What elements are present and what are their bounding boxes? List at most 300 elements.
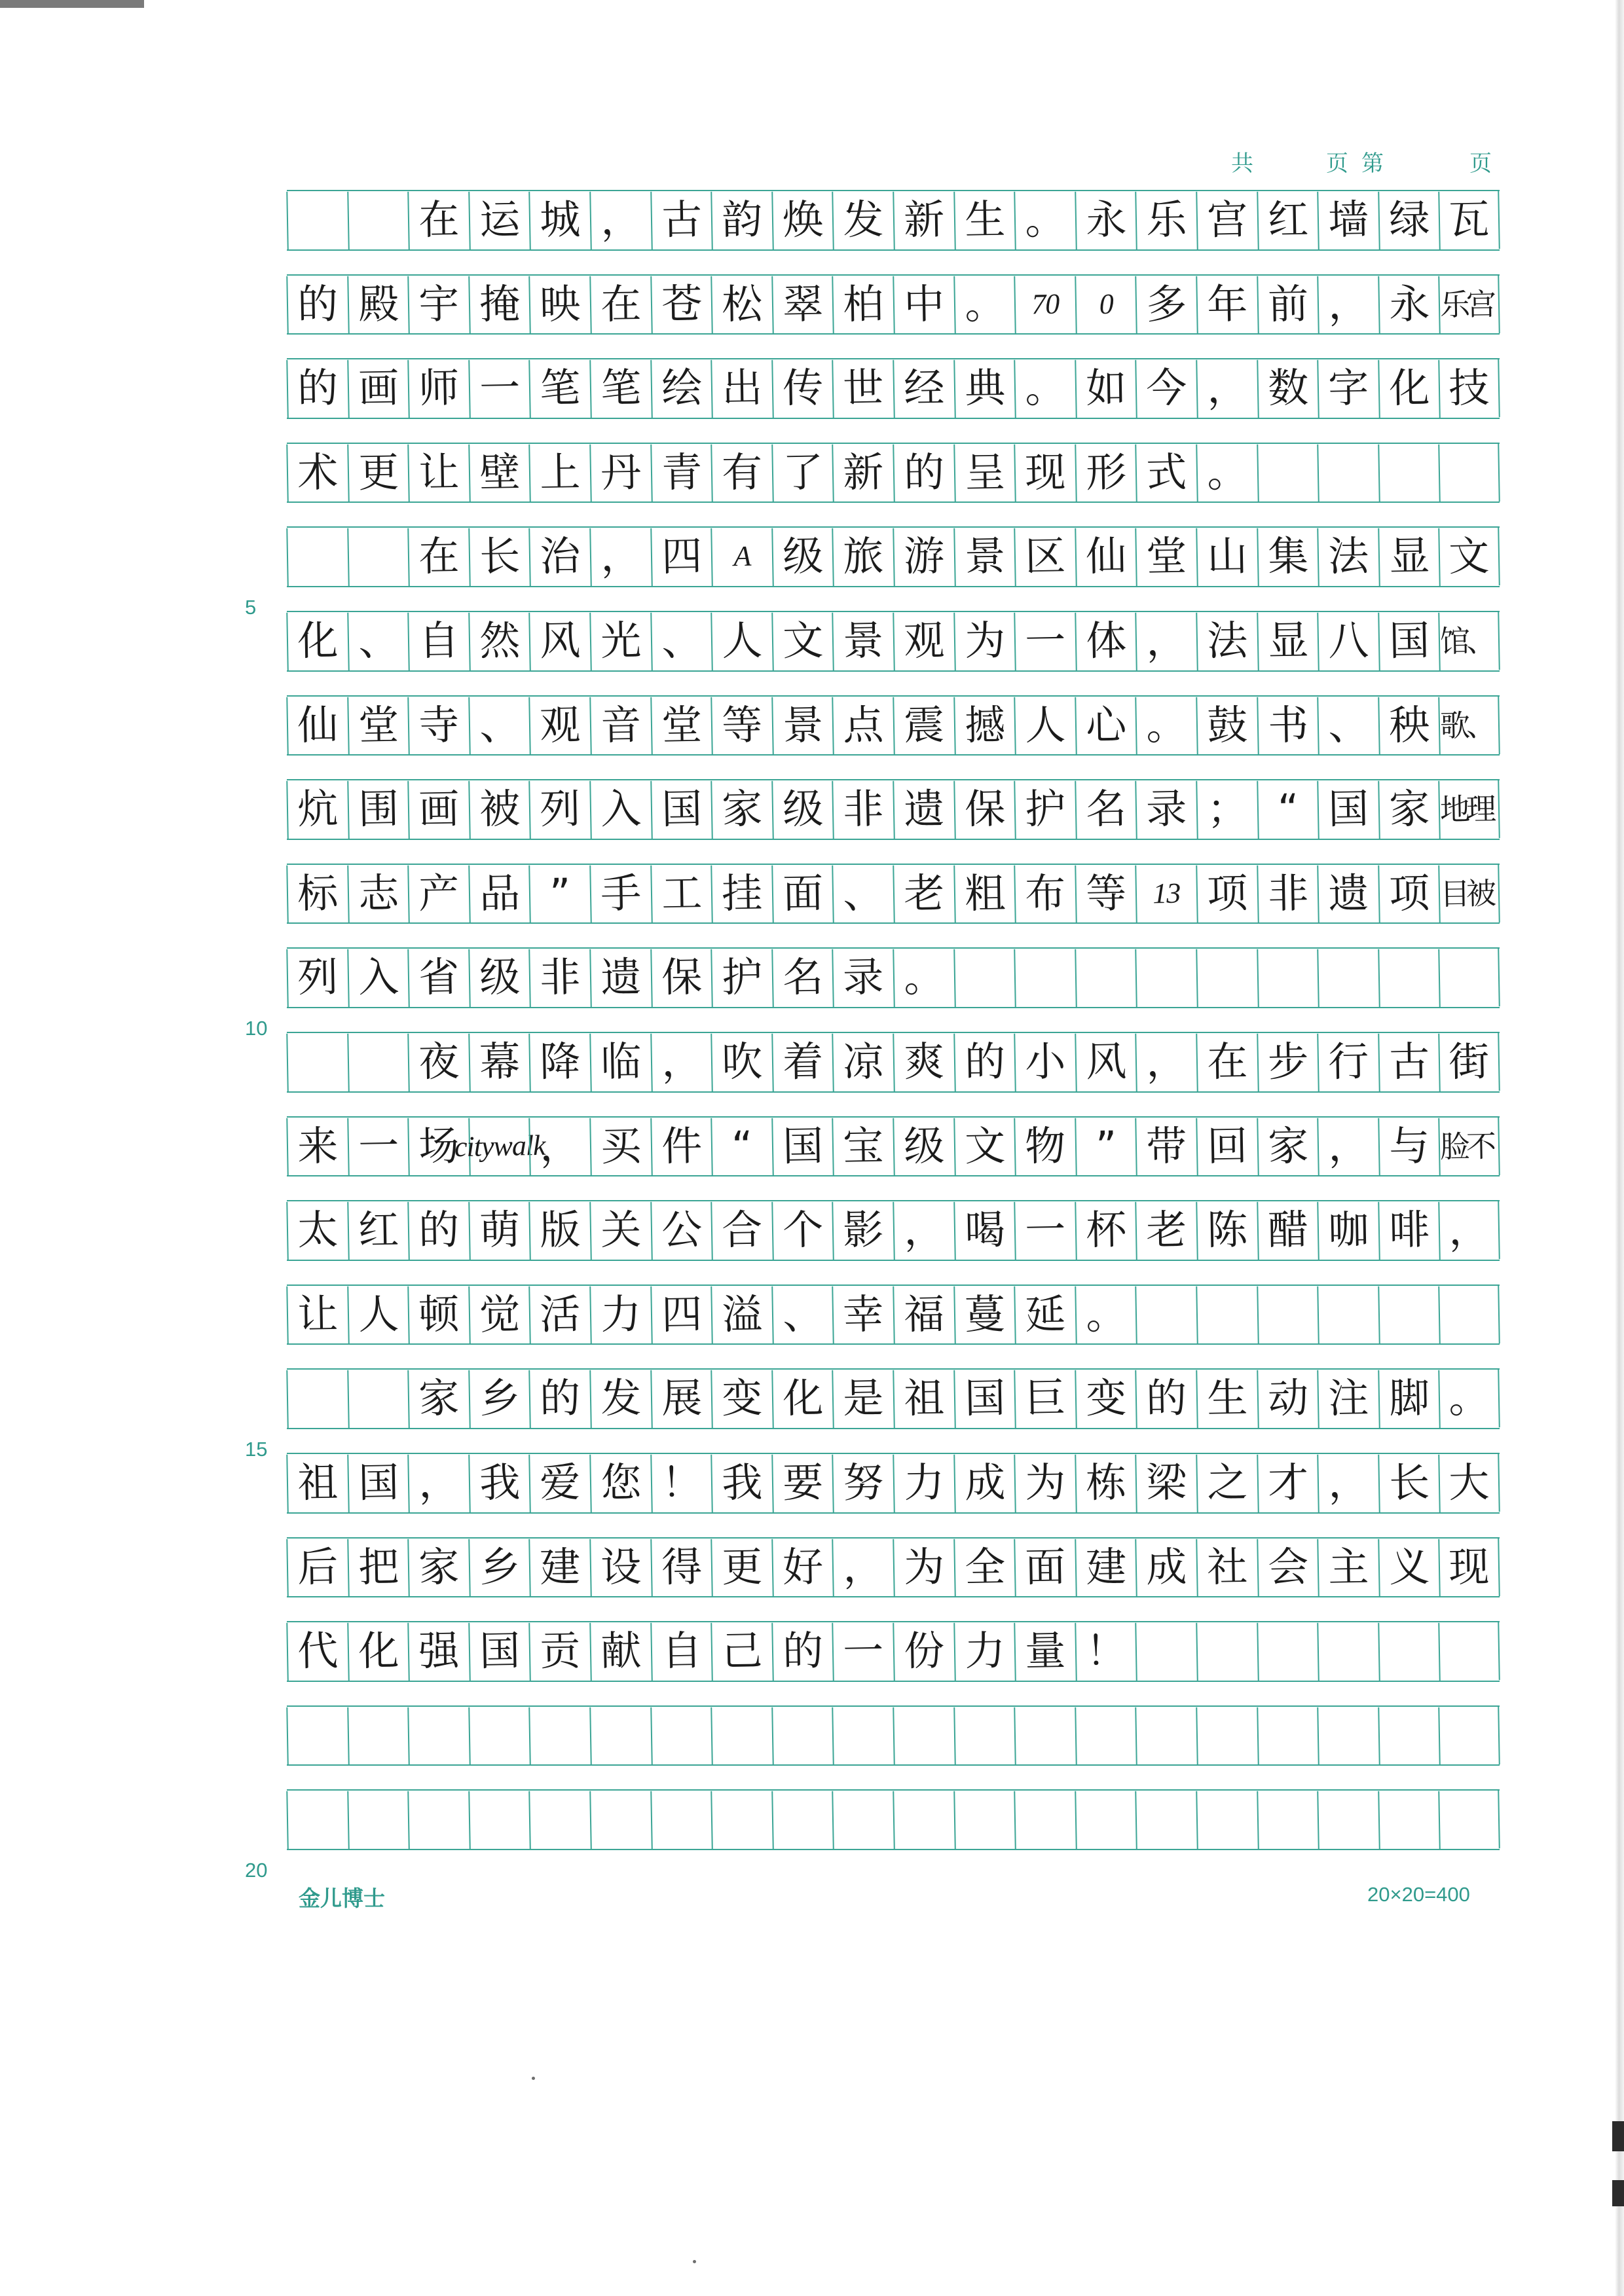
- grid-cell: 力: [953, 1622, 1015, 1681]
- grid-cell: 发: [589, 1370, 651, 1429]
- line-number: 5: [245, 596, 257, 619]
- grid-cell: 公: [650, 1201, 712, 1260]
- grid-cell: A: [710, 528, 772, 587]
- grid-cell: 技: [1439, 359, 1500, 418]
- grid-cell: 70: [1014, 275, 1075, 334]
- grid-cell: [286, 1370, 348, 1429]
- page-suffix-label: 页: [1469, 151, 1492, 177]
- grid-cell: 为: [1014, 1453, 1075, 1512]
- grid-row: [287, 1705, 1500, 1766]
- grid-cell: 生: [1196, 1370, 1257, 1429]
- grid-row: [287, 611, 1500, 672]
- grid-cell: [468, 1706, 530, 1765]
- grid-cell: 目被: [1439, 864, 1500, 923]
- grid-row: [287, 779, 1500, 840]
- grid-cell: 山: [1196, 528, 1257, 587]
- grid-cell: 级: [771, 780, 833, 839]
- grid-cell: 名: [771, 949, 833, 1008]
- grid-cell: 设: [589, 1538, 651, 1597]
- grid-cell: 粗: [953, 864, 1015, 923]
- grid-cell: 降: [529, 1032, 591, 1091]
- grid-cell: 歌、: [1439, 696, 1500, 755]
- edge-mark-lower: [1612, 2121, 1624, 2151]
- grid-cell: 现: [1439, 1538, 1500, 1597]
- grid-cell: 柏: [832, 275, 894, 334]
- grid-cell: 心: [1075, 696, 1136, 755]
- grid-cell: 动: [1257, 1370, 1318, 1429]
- grid-cell: 仙: [286, 696, 348, 755]
- grid-cell: [347, 528, 409, 587]
- grid-cell: ！: [650, 1453, 712, 1512]
- grid-cell: [1196, 1791, 1257, 1850]
- grid-cell: 堂: [1135, 528, 1197, 587]
- edge-mark-bottom: [1612, 2180, 1624, 2206]
- grid-cell: ，: [1439, 1201, 1500, 1260]
- grid-cell: 在: [407, 191, 469, 249]
- grid-cell: ，: [529, 1117, 591, 1176]
- grid-cell: 法: [1196, 611, 1257, 670]
- grid-cell: 。: [893, 949, 954, 1008]
- grid-cell: 项: [1378, 864, 1439, 923]
- grid-cell: 经: [893, 359, 954, 418]
- grid-cell: 太: [286, 1201, 348, 1260]
- grid-cell: 人: [1014, 696, 1075, 755]
- grid-cell: [589, 1791, 651, 1850]
- grid-cell: 中: [893, 275, 954, 334]
- grid-cell: 呈: [953, 443, 1015, 502]
- brand-label: 金儿博士: [299, 1886, 385, 1911]
- grid-cell: 青: [650, 443, 712, 502]
- grid-cell: 炕: [286, 780, 348, 839]
- grid-cell: 发: [832, 191, 894, 249]
- grid-row: [287, 1032, 1500, 1093]
- grid-cell: 努: [832, 1453, 894, 1512]
- grid-cell: 一: [832, 1622, 894, 1681]
- grid-cell: 级: [468, 949, 530, 1008]
- grid-cell: 萌: [468, 1201, 530, 1260]
- grid-cell: [1378, 1285, 1439, 1344]
- grid-cell: 红: [347, 1201, 409, 1260]
- grid-cell: [286, 1791, 348, 1850]
- grid-cell: 韵: [710, 191, 772, 249]
- grid-cell: 幕: [468, 1032, 530, 1091]
- grid-cell: 义: [1378, 1538, 1439, 1597]
- grid-cell: [1439, 443, 1500, 502]
- grid-cell: 面: [771, 864, 833, 923]
- grid-cell: 0: [1075, 275, 1136, 334]
- grid-cell: 产: [407, 864, 469, 923]
- grid-cell: 代: [286, 1622, 348, 1681]
- grid-cell: 手: [589, 864, 651, 923]
- grid-cell: 馆、: [1439, 611, 1500, 670]
- grid-row: [287, 1453, 1500, 1514]
- grid-cell: 自: [650, 1622, 712, 1681]
- grid-cell: 入: [589, 780, 651, 839]
- grid-cell: [347, 1032, 409, 1091]
- grid-cell: 的: [771, 1622, 833, 1681]
- grid-cell: 才: [1257, 1453, 1318, 1512]
- grid-cell: 景: [953, 528, 1015, 587]
- grid-cell: ，: [1317, 275, 1378, 334]
- grid-cell: 好: [771, 1538, 833, 1597]
- grid-cell: 丹: [589, 443, 651, 502]
- grid-cell: 陈: [1196, 1201, 1257, 1260]
- grid-cell: 得: [650, 1538, 712, 1597]
- grid-cell: [832, 1791, 894, 1850]
- grid-cell: 运: [468, 191, 530, 249]
- grid-cell: [1075, 1791, 1136, 1850]
- grid-cell: 式: [1135, 443, 1197, 502]
- grid-cell: citywalk: [468, 1117, 530, 1176]
- scan-edge-mark: [0, 0, 144, 8]
- grid-cell: 献: [589, 1622, 651, 1681]
- grid-cell: [1135, 1285, 1197, 1344]
- grid-cell: 旅: [832, 528, 894, 587]
- grid-cell: 、: [1317, 696, 1378, 755]
- page-unit-label: 页: [1326, 151, 1348, 177]
- grid-cell: 量: [1014, 1622, 1075, 1681]
- grid-cell: 年: [1196, 275, 1257, 334]
- grid-cell: 治: [529, 528, 591, 587]
- grid-cell: 八: [1317, 611, 1378, 670]
- grid-cell: [1317, 1622, 1378, 1681]
- grid-row: [287, 358, 1500, 419]
- grid-cell: 咖: [1317, 1201, 1378, 1260]
- grid-cell: [1439, 949, 1500, 1008]
- grid-cell: [1257, 443, 1318, 502]
- grid-cell: 堂: [347, 696, 409, 755]
- grid-cell: 。: [953, 275, 1015, 334]
- grid-cell: 一: [1014, 1201, 1075, 1260]
- grid-cell: 梁: [1135, 1453, 1197, 1512]
- grid-cell: 喝: [953, 1201, 1015, 1260]
- grid-cell: 、: [347, 611, 409, 670]
- grid-row: [287, 443, 1500, 503]
- grid-cell: 祖: [893, 1370, 954, 1429]
- grid-cell: 的: [529, 1370, 591, 1429]
- grid-cell: 宫: [1196, 191, 1257, 249]
- grid-cell: 等: [1075, 864, 1136, 923]
- grid-cell: 要: [771, 1453, 833, 1512]
- grid-cell: 遗: [893, 780, 954, 839]
- grid-cell: 老: [893, 864, 954, 923]
- grid-cell: ，: [1317, 1117, 1378, 1176]
- grid-cell: 物: [1014, 1117, 1075, 1176]
- grid-cell: 永: [1378, 275, 1439, 334]
- grid-cell: [286, 1706, 348, 1765]
- grid-cell: 布: [1014, 864, 1075, 923]
- grid-cell: 景: [832, 611, 894, 670]
- grid-cell: [832, 1706, 894, 1765]
- grid-cell: 红: [1257, 191, 1318, 249]
- grid-cell: 脚: [1378, 1370, 1439, 1429]
- grid-cell: 非: [832, 780, 894, 839]
- grid-cell: “: [710, 1117, 772, 1176]
- grid-cell: [771, 1791, 833, 1850]
- grid-cell: 遗: [1317, 864, 1378, 923]
- grid-cell: [347, 191, 409, 249]
- grid-cell: 笔: [589, 359, 651, 418]
- grid-cell: 堂: [650, 696, 712, 755]
- grid-cell: 版: [529, 1201, 591, 1260]
- grid-cell: 行: [1317, 1032, 1378, 1091]
- grid-spec-label: 20×20=400: [1367, 1883, 1470, 1906]
- grid-cell: 国: [1378, 611, 1439, 670]
- grid-cell: [1196, 1706, 1257, 1765]
- grid-cell: 乐: [1135, 191, 1197, 249]
- grid-cell: 场: [407, 1117, 469, 1176]
- grid-cell: 国: [953, 1370, 1015, 1429]
- grid-cell: 级: [771, 528, 833, 587]
- grid-cell: 景: [771, 696, 833, 755]
- grid-cell: 游: [893, 528, 954, 587]
- grid-cell: 然: [468, 611, 530, 670]
- grid-cell: 、: [468, 696, 530, 755]
- grid-cell: [1439, 1285, 1500, 1344]
- grid-cell: 爽: [893, 1032, 954, 1091]
- grid-cell: 体: [1075, 611, 1136, 670]
- grid-row: [287, 1116, 1500, 1177]
- grid-cell: [286, 1032, 348, 1091]
- grid-cell: 宝: [832, 1117, 894, 1176]
- grid-cell: [529, 1791, 591, 1850]
- grid-cell: 着: [771, 1032, 833, 1091]
- grid-row: [287, 947, 1500, 1008]
- grid-cell: 志: [347, 864, 409, 923]
- grid-cell: 新: [893, 191, 954, 249]
- grid-cell: 家: [1257, 1117, 1318, 1176]
- grid-cell: 变: [710, 1370, 772, 1429]
- grid-cell: [1378, 1706, 1439, 1765]
- grid-cell: [1378, 443, 1439, 502]
- grid-cell: 在: [1196, 1032, 1257, 1091]
- grid-cell: 松: [710, 275, 772, 334]
- grid-row: [287, 1789, 1500, 1850]
- grid-cell: 风: [1075, 1032, 1136, 1091]
- grid-cell: 保: [650, 949, 712, 1008]
- grid-cell: 影: [832, 1201, 894, 1260]
- grid-cell: 乡: [468, 1370, 530, 1429]
- grid-cell: [1317, 443, 1378, 502]
- scan-speck: [532, 2077, 535, 2080]
- grid-cell: 护: [710, 949, 772, 1008]
- grid-cell: 幸: [832, 1285, 894, 1344]
- grid-cell: [589, 1706, 651, 1765]
- grid-cell: 音: [589, 696, 651, 755]
- grid-cell: 化: [286, 611, 348, 670]
- grid-cell: 的: [893, 443, 954, 502]
- grid-row: [287, 274, 1500, 335]
- grid-cell: [1257, 1622, 1318, 1681]
- grid-cell: 点: [832, 696, 894, 755]
- grid-cell: 录: [1135, 780, 1197, 839]
- grid-cell: 家: [1378, 780, 1439, 839]
- grid-cell: 苍: [650, 275, 712, 334]
- grid-cell: 区: [1014, 528, 1075, 587]
- grid-cell: 绘: [650, 359, 712, 418]
- grid-cell: [1257, 949, 1318, 1008]
- grid-cell: 份: [893, 1622, 954, 1681]
- grid-cell: 风: [529, 611, 591, 670]
- grid-cell: 把: [347, 1538, 409, 1597]
- grid-cell: 有: [710, 443, 772, 502]
- grid-cell: 与: [1378, 1117, 1439, 1176]
- grid-cell: 如: [1075, 359, 1136, 418]
- grid-cell: 书: [1257, 696, 1318, 755]
- grid-cell: ，: [1135, 611, 1197, 670]
- grid-cell: 展: [650, 1370, 712, 1429]
- grid-cell: 合: [710, 1201, 772, 1260]
- grid-cell: 步: [1257, 1032, 1318, 1091]
- grid-cell: 映: [529, 275, 591, 334]
- grid-cell: 家: [407, 1370, 469, 1429]
- grid-cell: 瓦: [1439, 191, 1500, 249]
- grid-cell: 等: [710, 696, 772, 755]
- grid-cell: 杯: [1075, 1201, 1136, 1260]
- grid-cell: 件: [650, 1117, 712, 1176]
- grid-cell: 来: [286, 1117, 348, 1176]
- grid-cell: 四: [650, 528, 712, 587]
- grid-cell: 仙: [1075, 528, 1136, 587]
- grid-cell: 地理: [1439, 780, 1500, 839]
- grid-cell: 。: [1075, 1285, 1136, 1344]
- grid-row: [287, 695, 1500, 756]
- grid-cell: 社: [1196, 1538, 1257, 1597]
- grid-cell: 字: [1317, 359, 1378, 418]
- grid-cell: 是: [832, 1370, 894, 1429]
- grid-cell: 的: [286, 275, 348, 334]
- grid-cell: ，: [1135, 1032, 1197, 1091]
- page-total-label: 共: [1231, 151, 1253, 177]
- grid-cell: [1317, 1791, 1378, 1850]
- grid-cell: [286, 528, 348, 587]
- grid-cell: [650, 1706, 712, 1765]
- grid-cell: 掩: [468, 275, 530, 334]
- grid-cell: 全: [953, 1538, 1015, 1597]
- grid-cell: 栋: [1075, 1453, 1136, 1512]
- grid-cell: 传: [771, 359, 833, 418]
- grid-cell: 术: [286, 443, 348, 502]
- grid-cell: 非: [529, 949, 591, 1008]
- grid-cell: 溢: [710, 1285, 772, 1344]
- grid-cell: [529, 1706, 591, 1765]
- grid-cell: 焕: [771, 191, 833, 249]
- grid-cell: 。: [1014, 359, 1075, 418]
- grid-cell: 上: [529, 443, 591, 502]
- grid-cell: ；: [1196, 780, 1257, 839]
- grid-cell: 标: [286, 864, 348, 923]
- grid-cell: 光: [589, 611, 651, 670]
- grid-cell: 您: [589, 1453, 651, 1512]
- grid-cell: 后: [286, 1538, 348, 1597]
- grid-cell: 建: [1075, 1538, 1136, 1597]
- page-index-label: 第: [1361, 151, 1384, 177]
- grid-cell: 出: [710, 359, 772, 418]
- grid-cell: 活: [529, 1285, 591, 1344]
- grid-cell: 大: [1439, 1453, 1500, 1512]
- grid-cell: [953, 1791, 1015, 1850]
- grid-cell: [347, 1706, 409, 1765]
- grid-cell: 化: [1378, 359, 1439, 418]
- grid-cell: 变: [1075, 1370, 1136, 1429]
- grid-cell: [1317, 1706, 1378, 1765]
- grid-cell: 街: [1439, 1032, 1500, 1091]
- grid-cell: 成: [953, 1453, 1015, 1512]
- grid-cell: [1135, 1791, 1197, 1850]
- grid-cell: 乐宫: [1439, 275, 1500, 334]
- grid-cell: 注: [1317, 1370, 1378, 1429]
- grid-cell: 挂: [710, 864, 772, 923]
- grid-cell: 殿: [347, 275, 409, 334]
- grid-cell: [953, 949, 1015, 1008]
- grid-cell: 遗: [589, 949, 651, 1008]
- grid-cell: 被: [468, 780, 530, 839]
- grid-cell: 列: [286, 949, 348, 1008]
- grid-cell: 墙: [1317, 191, 1378, 249]
- grid-cell: ，: [832, 1538, 894, 1597]
- grid-cell: 为: [893, 1538, 954, 1597]
- grid-cell: 鼓: [1196, 696, 1257, 755]
- grid-cell: [1135, 1706, 1197, 1765]
- grid-cell: 非: [1257, 864, 1318, 923]
- grid-row: [287, 864, 1500, 924]
- grid-cell: [1439, 1791, 1500, 1850]
- grid-row: [287, 190, 1500, 251]
- grid-cell: [1196, 1285, 1257, 1344]
- grid-cell: [1014, 1706, 1075, 1765]
- grid-cell: 数: [1257, 359, 1318, 418]
- grid-cell: 在: [407, 528, 469, 587]
- line-number: 10: [245, 1017, 268, 1040]
- grid-cell: 买: [589, 1117, 651, 1176]
- grid-cell: [1257, 1706, 1318, 1765]
- grid-cell: 一: [468, 359, 530, 418]
- grid-cell: 己: [710, 1622, 772, 1681]
- grid-cell: 国: [1317, 780, 1378, 839]
- grid-cell: [1317, 1285, 1378, 1344]
- grid-cell: [710, 1791, 772, 1850]
- grid-cell: ”: [529, 864, 591, 923]
- grid-cell: 脸不: [1439, 1117, 1500, 1176]
- grid-cell: [407, 1706, 469, 1765]
- grid-cell: 围: [347, 780, 409, 839]
- grid-cell: 。: [1014, 191, 1075, 249]
- grid-cell: 贡: [529, 1622, 591, 1681]
- grid-cell: 法: [1317, 528, 1378, 587]
- grid-cell: 化: [771, 1370, 833, 1429]
- grid-cell: 世: [832, 359, 894, 418]
- grid-cell: 震: [893, 696, 954, 755]
- grid-cell: 个: [771, 1201, 833, 1260]
- grid-cell: 的: [953, 1032, 1015, 1091]
- grid-cell: 自: [407, 611, 469, 670]
- grid-cell: 更: [710, 1538, 772, 1597]
- grid-cell: 永: [1075, 191, 1136, 249]
- grid-cell: 为: [953, 611, 1015, 670]
- grid-cell: [1135, 949, 1197, 1008]
- grid-cell: 乡: [468, 1538, 530, 1597]
- grid-cell: 国: [650, 780, 712, 839]
- grid-cell: 会: [1257, 1538, 1318, 1597]
- grid-cell: 成: [1135, 1538, 1197, 1597]
- grid-cell: [1135, 1622, 1197, 1681]
- grid-cell: 新: [832, 443, 894, 502]
- grid-cell: 力: [893, 1453, 954, 1512]
- grid-cell: 文: [953, 1117, 1015, 1176]
- grid-cell: 古: [1378, 1032, 1439, 1091]
- grid-cell: [893, 1791, 954, 1850]
- grid-cell: 回: [1196, 1117, 1257, 1176]
